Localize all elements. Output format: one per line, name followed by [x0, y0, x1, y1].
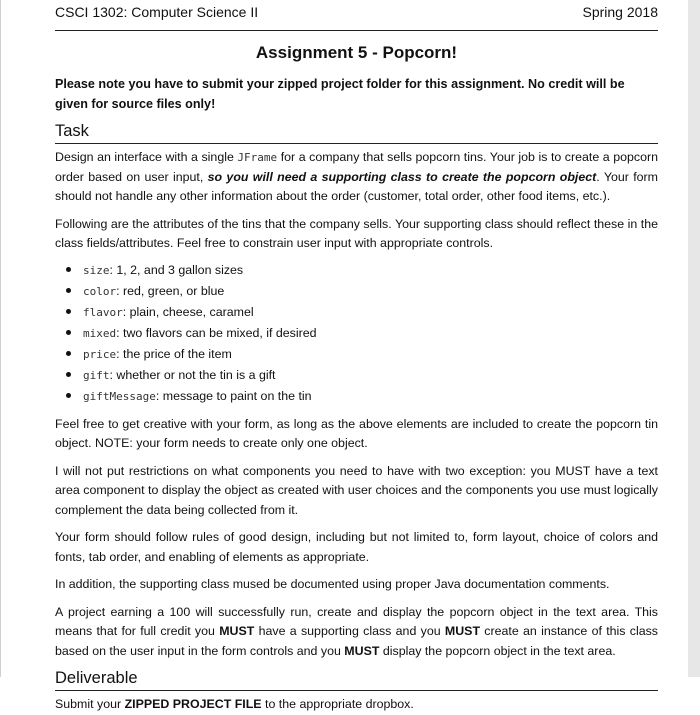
task-paragraph-7: A project earning a 100 will successfully run, create and display the popcorn object in the text area. This means that for full credit you MUST have a supporting class and you MUST create an instance of this class based on the user input in the form controls and you MUST display the popcorn object in the text area.: [55, 604, 659, 658]
task-paragraph-3: Feel free to get creative with your form, as long as the above elements are included to create the popcorn tin object. NOTE: your form needs to create only one object.: [55, 416, 658, 450]
supporting-class-emphasis: so you will need a supporting class to create the popcorn object: [207, 169, 597, 184]
page-header: [55, 0, 658, 31]
task-paragraph-4: I will not put restrictions on what components you need to have with two exception: you MUST have a text area component to display the object as created with user choices and the components you use must logically complement the data being collected from it.: [55, 463, 658, 517]
jframe-code: JFrame: [237, 151, 278, 164]
deliverable-paragraph: Submit your ZIPPED PROJECT FILE to the appropriate dropbox.: [55, 697, 414, 711]
list-item: color: red, green, or blue: [83, 281, 658, 302]
assignment-title: Assignment 5 - Popcorn!: [255, 43, 458, 62]
document-content: [55, 0, 658, 715]
list-item: price: the price of the item: [83, 344, 658, 365]
task-heading: Task: [55, 122, 658, 144]
task-paragraph-2: Following are the attributes of the tins that the company sells. Your supporting class should reflect these in the class fields/attributes. Feel free to constrain user input with appropriate controls.: [55, 216, 658, 250]
list-item: flavor: plain, cheese, caramel: [83, 302, 658, 323]
task-paragraph-1: Design an interface with a single JFrame for a company that sells popcorn tins. Your job is to create a popcorn order based on user input, so you will need a supporting class to create the popcorn object. Your form should not handle any other information about the order (customer, total order, other food items, etc.).: [55, 150, 658, 203]
list-item: gift: whether or not the tin is a gift: [83, 365, 658, 386]
task-paragraph-6: In addition, the supporting class mused be documented using proper Java documentation comments.: [55, 577, 610, 591]
page-edge: [688, 0, 700, 677]
attribute-list: [55, 260, 658, 407]
task-paragraph-5: Your form should follow rules of good design, including but not limited to, form layout, choice of colors and fonts, tab order, and enabling of elements as appropriate.: [55, 530, 658, 564]
semester: Spring 2018: [582, 4, 658, 20]
list-item: size: 1, 2, and 3 gallon sizes: [83, 260, 658, 281]
deliverable-heading: Deliverable: [55, 669, 658, 691]
submission-note: Please note you have to submit your zipped project folder for this assignment. No credit will be given for source files only!: [55, 77, 625, 111]
list-item: mixed: two flavors can be mixed, if desired: [83, 323, 658, 344]
list-item: giftMessage: message to paint on the tin: [83, 386, 658, 407]
course-title: CSCI 1302: Computer Science II: [55, 4, 259, 20]
